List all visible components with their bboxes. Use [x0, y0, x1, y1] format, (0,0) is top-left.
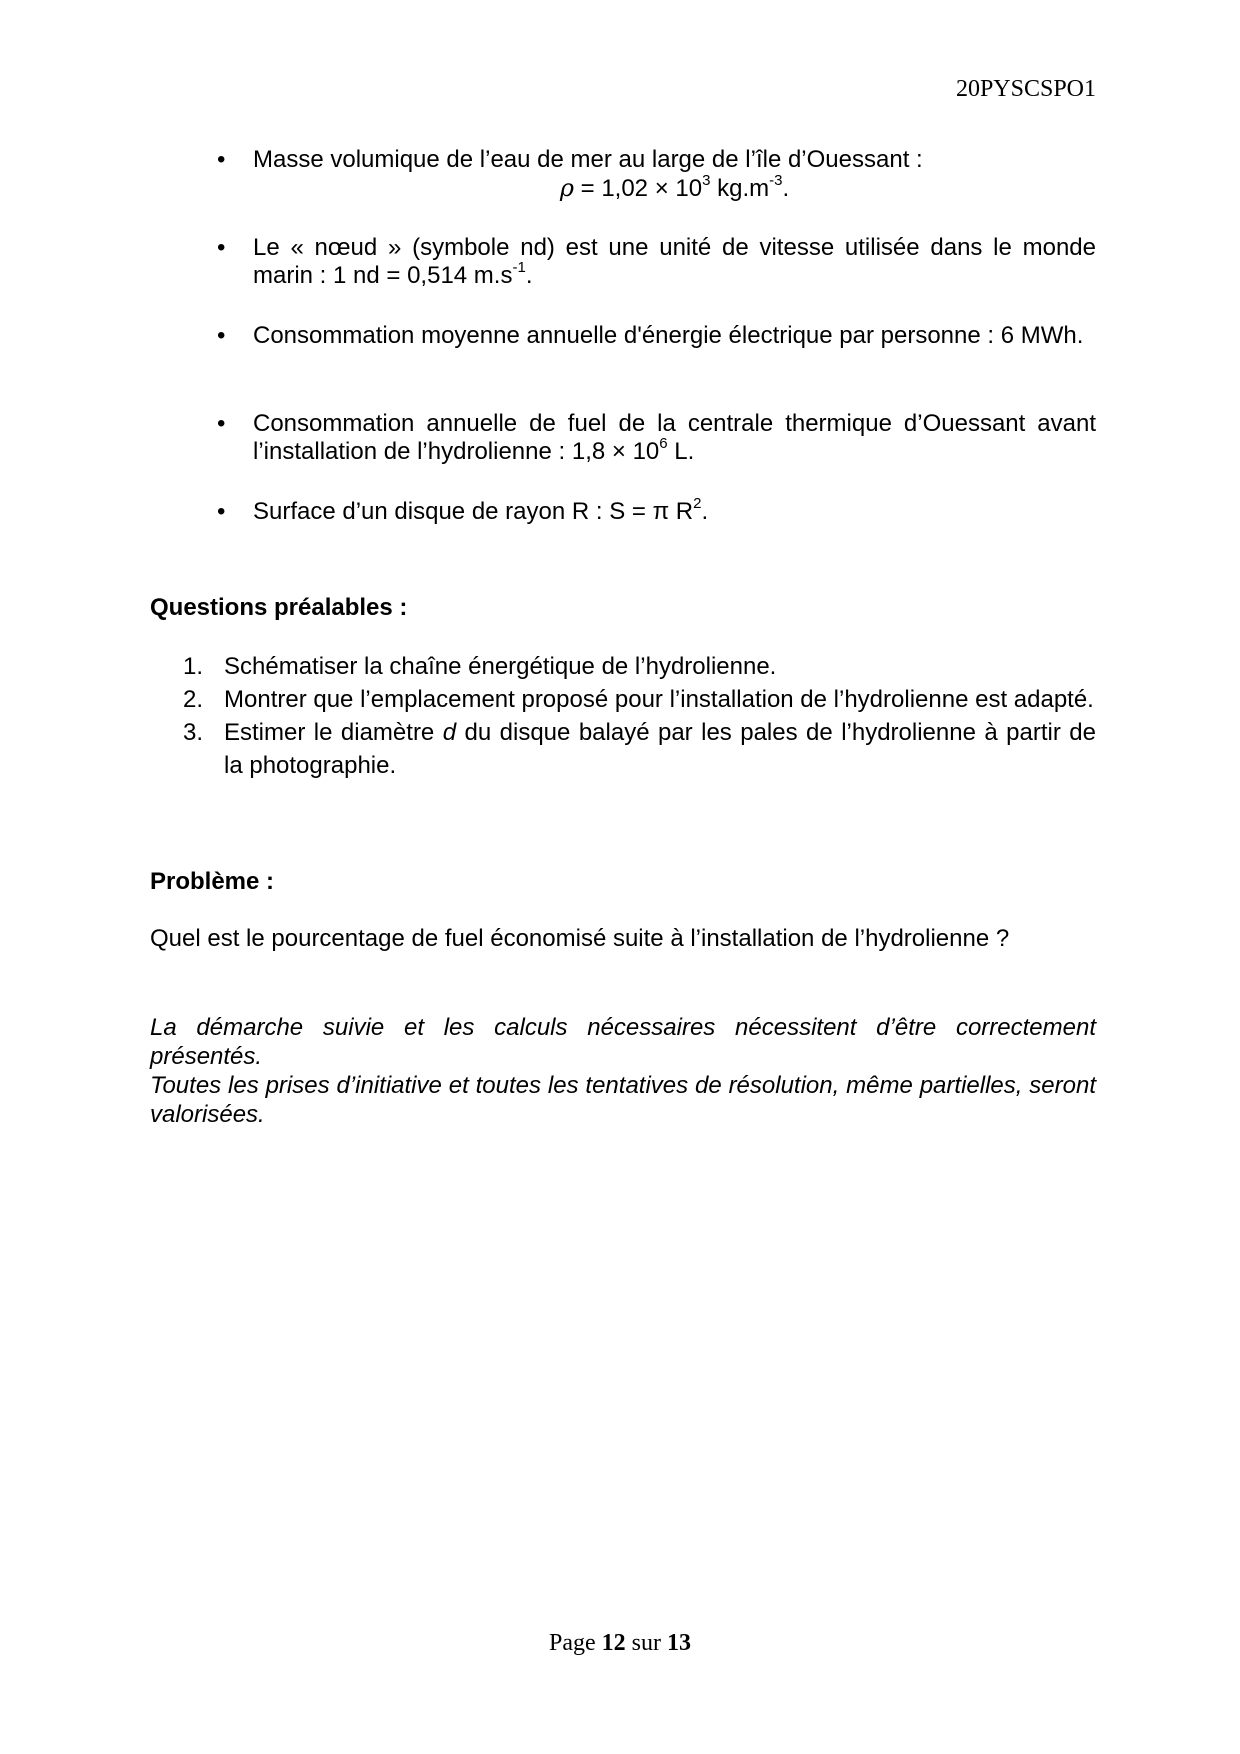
- list-item-consumption: [150, 322, 1096, 350]
- surface-text: Surface d’un disque de rayon R : S = π $R^2$.: [253, 495, 709, 525]
- page-number: Page 12 sur 13: [549, 1630, 691, 1656]
- problem-heading: Problème :: [150, 868, 275, 895]
- bullet-icon: •: [217, 322, 226, 349]
- density-text: Masse volumique de l’eau de mer au large de l’île d’Ouessant :: [253, 146, 923, 173]
- bullet-icon: •: [217, 146, 226, 173]
- list-item-fuel: [150, 410, 1096, 466]
- list-item-knot: [150, 234, 1096, 290]
- knot-text: Le « nœud » (symbole nd) est une unité de vitesse utilisée dans le monde marin : 1 nd = 0,514 $m.s^{-1}$.: [253, 234, 1096, 289]
- fuel-text: Consommation annuelle de fuel de la centrale thermique d’Ouessant avant l’installation de l’hydrolienne : $1,8 \times 10^6$ L.: [253, 410, 1096, 465]
- list-item-surface: [150, 495, 1096, 526]
- instructions-note: [150, 1013, 1096, 1129]
- questions-list: [150, 650, 1096, 782]
- consumption-text: Consommation moyenne annuelle d'énergie électrique par personne : 6 MWh.: [253, 322, 1084, 349]
- note-paragraph-2: Toutes les prises d’initiative et toutes les tentatives de résolution, même partielles, seront valorisées.: [150, 1072, 1096, 1128]
- problem-question: Quel est le pourcentage de fuel économisé suite à l’installation de l’hydrolienne ?: [150, 925, 1010, 952]
- document-code: 20PYSCSPO1: [955, 76, 1096, 102]
- note-paragraph-1: La démarche suivie et les calculs nécessaires nécessitent d’être correctement présentés.: [150, 1014, 1096, 1070]
- density-formula: $\rho = 1,02 \times 10^3$ $kg.m^{-3}$.: [559, 172, 790, 202]
- bullet-icon: •: [217, 234, 226, 261]
- question-item: 1. Schématiser la chaîne énergétique de l’hydrolienne.: [183, 653, 777, 680]
- questions-heading: Questions préalables :: [150, 594, 408, 621]
- question-item: 3. Estimer le diamètre d du disque balayé par les pales de l’hydrolienne à partir de la photographie.: [183, 719, 1096, 779]
- bullet-icon: •: [217, 498, 226, 525]
- bullet-icon: •: [217, 410, 226, 437]
- question-item: 2. Montrer que l’emplacement proposé pour l’installation de l’hydrolienne est adapté.: [183, 686, 1094, 713]
- list-item-density: [150, 146, 1096, 203]
